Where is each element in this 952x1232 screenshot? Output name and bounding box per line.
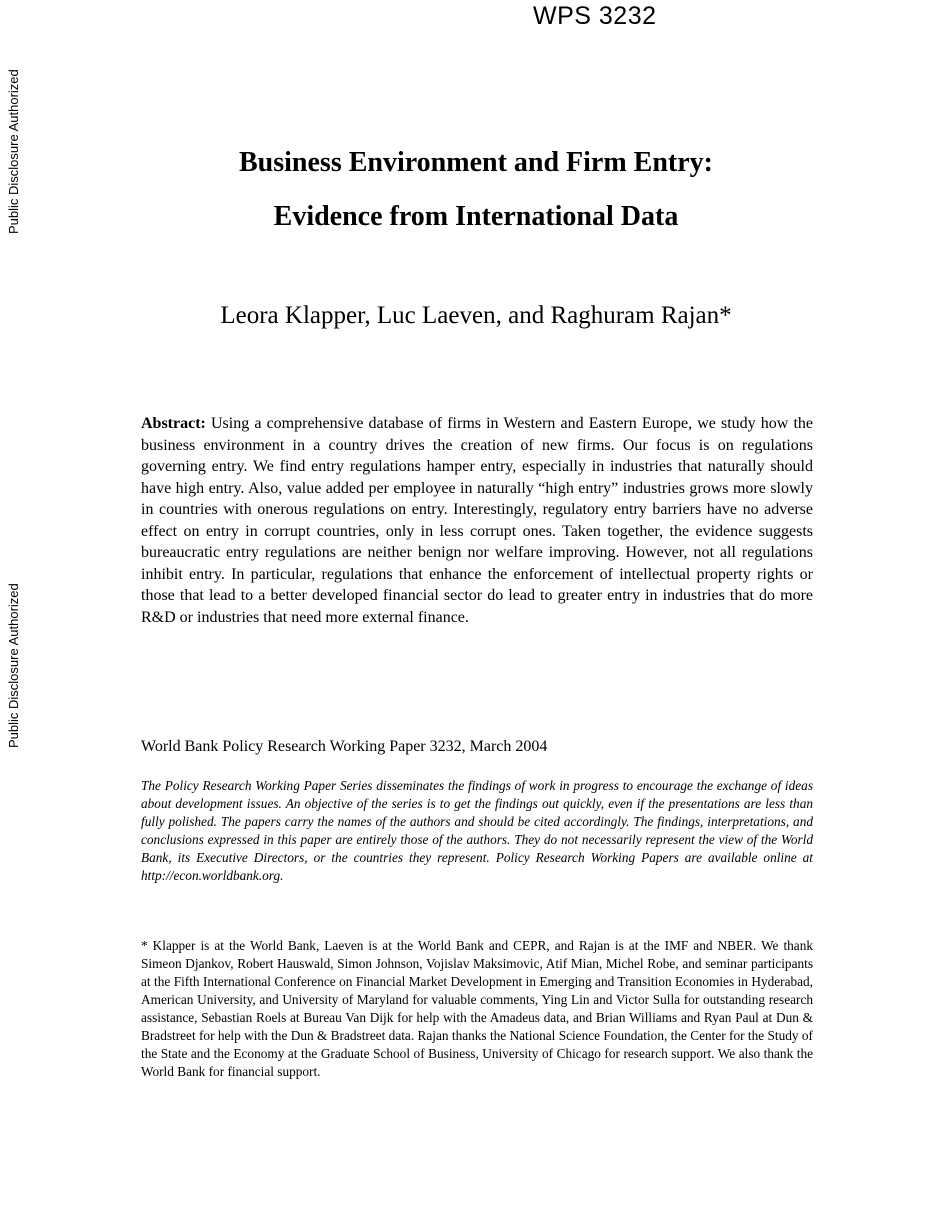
working-paper-citation: World Bank Policy Research Working Paper 3232, March 2004	[141, 738, 548, 755]
author-footnote: * Klapper is at the World Bank, Laeven is at the World Bank and CEPR, and Rajan is at the IMF and NBER. We thank Simeon Djankov, Robert Hauswald, Simon Johnson, Vojislav Maksimovic, Atif Mian, Michel Robe, and seminar participants at the Fifth International Conference on Financial Market Development in Emerging and Transition Economies in Hyderabad, American University, and University of Maryland for valuable comments, Ying Lin and Victor Sulla for outstanding research assistance, Sebastian Roels at Bureau Van Dijk for help with the Amadeus data, and Brian Williams and Ryan Paul at Dun & Bradstreet for help with the Dun & Bradstreet data. Rajan thanks the National Science Foundation, the Center for the Study of the State and the Economy at the Graduate School of Business, University of Chicago for research support. We also thank the World Bank for financial support.	[141, 938, 813, 1079]
author-list: Leora Klapper, Luc Laeven, and Raghuram Rajan*	[220, 302, 732, 329]
series-disclaimer: The Policy Research Working Paper Series disseminates the findings of work in progress to encourage the exchange of ideas about development issues. An objective of the series is to get the findings out quickly, even if the presentations are less than fully polished. The papers carry the names of the authors and should be cited accordingly. The findings, interpretations, and conclusions expressed in this paper are entirely those of the authors. They do not necessarily represent the view of the World Bank, its Executive Directors, or the countries they represent. Policy Research Working Papers are available online at http://econ.worldbank.org.	[141, 778, 813, 883]
report-number: WPS 3232	[533, 2, 657, 30]
paper-title-line-1: Business Environment and Firm Entry:	[239, 147, 713, 178]
abstract-label: Abstract:	[141, 415, 206, 432]
paper-title-line-2: Evidence from International Data	[273, 201, 679, 232]
disclosure-stamp-top: Public Disclosure Authorized	[6, 69, 21, 234]
disclosure-stamp-bottom: Public Disclosure Authorized	[6, 583, 21, 748]
abstract-text: Using a comprehensive database of firms in Western and Eastern Europe, we study how the business environment in a country drives the creation of new firms. Our focus is on regulations governing entry. We find entry regulations hamper entry, especially in industries that naturally should have high entry. Also, value added per employee in naturally “high entry” industries grows more slowly in countries with onerous regulations on entry. Interestingly, regulatory entry barriers have no adverse effect on entry in corrupt countries, only in less corrupt ones. Taken together, the evidence suggests bureaucratic entry regulations are neither benign nor welfare improving. However, not all regulations inhibit entry. In particular, regulations that enhance the enforcement of intellectual property rights or those that lead to a better developed financial sector do lead to greater entry in industries that do more R&D or industries that need more external finance.	[141, 415, 813, 626]
abstract	[141, 413, 813, 628]
